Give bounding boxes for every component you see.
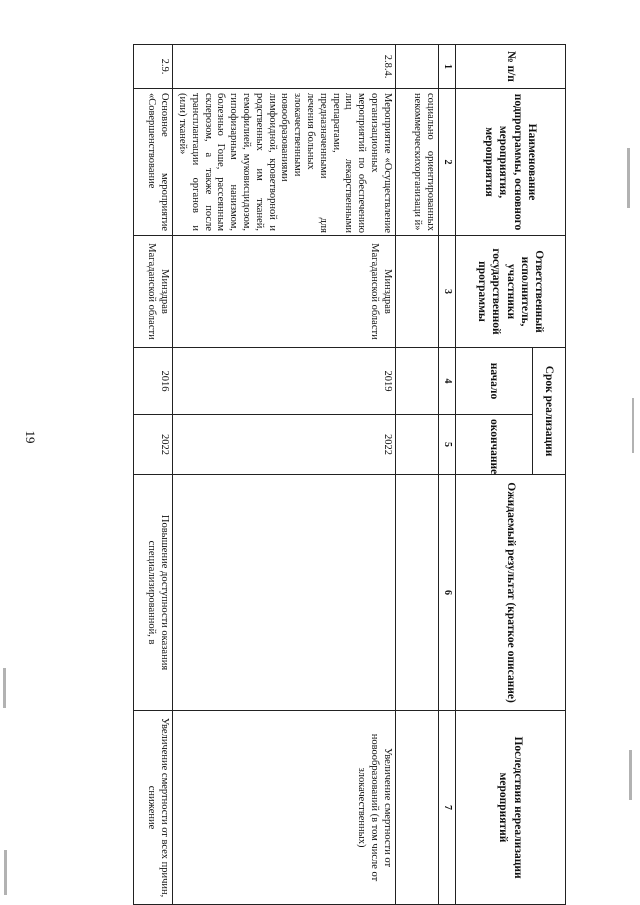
row-consequence: Увеличение смертности от всех причин, снижение xyxy=(134,711,173,905)
row-end: 2022 xyxy=(134,415,173,475)
row-result: Повышение доступности оказания специализированной, в xyxy=(134,475,173,711)
rotated-table-container xyxy=(64,44,566,904)
header-row xyxy=(533,45,566,905)
header-consequence: Последствия нереализации мероприятий xyxy=(456,711,566,905)
row-name: Основное мероприятие «Совершенствование xyxy=(134,89,173,236)
row-num: 2.8.4. xyxy=(173,45,396,89)
row-executor: Минздрав Магаданской области xyxy=(173,236,396,348)
header-num: № п/п xyxy=(456,45,566,89)
row-name: социально ориентированных некоммерческихорганизаци й» xyxy=(395,89,438,236)
row-consequence xyxy=(395,711,438,905)
header-executor: Ответственный исполнитель, участники государственной программы xyxy=(456,236,566,348)
row-name-part1: Мероприятие «Осуществление организационных мероприятий по обеспечению лиц лекарственными препаратами, предназначенными для лечения больных xyxy=(305,93,393,233)
row-result xyxy=(395,475,438,711)
row-result xyxy=(173,475,396,711)
row-name xyxy=(173,89,396,236)
row-start: 2019 xyxy=(173,348,396,415)
row-start: 2016 xyxy=(134,348,173,415)
scan-artifact xyxy=(627,148,630,208)
header-end: окончание xyxy=(456,415,533,475)
table-row xyxy=(134,45,173,905)
scan-artifact xyxy=(629,750,632,800)
header-start: начало xyxy=(456,348,533,415)
row-executor xyxy=(395,236,438,348)
column-number: 5 xyxy=(438,415,455,475)
column-number: 4 xyxy=(438,348,455,415)
row-executor: Минздрав Магаданской области xyxy=(134,236,173,348)
column-number-row xyxy=(438,45,455,905)
row-consequence: Увеличение смертности от новообразований (в том числе от злокачественных) xyxy=(173,711,396,905)
column-number: 3 xyxy=(438,236,455,348)
scan-artifact xyxy=(3,668,6,708)
header-result: Ожидаемый результат (краткое описание) xyxy=(456,475,566,711)
table-row xyxy=(173,45,396,905)
row-num: 2.9. xyxy=(134,45,173,89)
header-name: Наименование подпрограммы, основного мероприятия, мероприятия xyxy=(456,89,566,236)
header-period: Срок реализации xyxy=(533,348,566,475)
row-name-part2: злокачественными новообразованиями лимфоидной, кроветворной и родственных им тканей, гемофилией, муковисцидозом, гипофизарным нанизмом, болезнью Гоше, рассеянным склерозом, а также после трансплантации органов и (или) тканей» xyxy=(177,93,304,231)
row-end: 2022 xyxy=(173,415,396,475)
row-start xyxy=(395,348,438,415)
scan-artifact xyxy=(4,850,7,895)
scan-artifact xyxy=(632,398,634,453)
row-num xyxy=(395,45,438,89)
column-number: 1 xyxy=(438,45,455,89)
program-table xyxy=(133,44,566,905)
column-number: 6 xyxy=(438,475,455,711)
row-end xyxy=(395,415,438,475)
table-row xyxy=(395,45,438,905)
column-number: 2 xyxy=(438,89,455,236)
page-number: 19 xyxy=(23,430,38,444)
column-number: 7 xyxy=(438,711,455,905)
